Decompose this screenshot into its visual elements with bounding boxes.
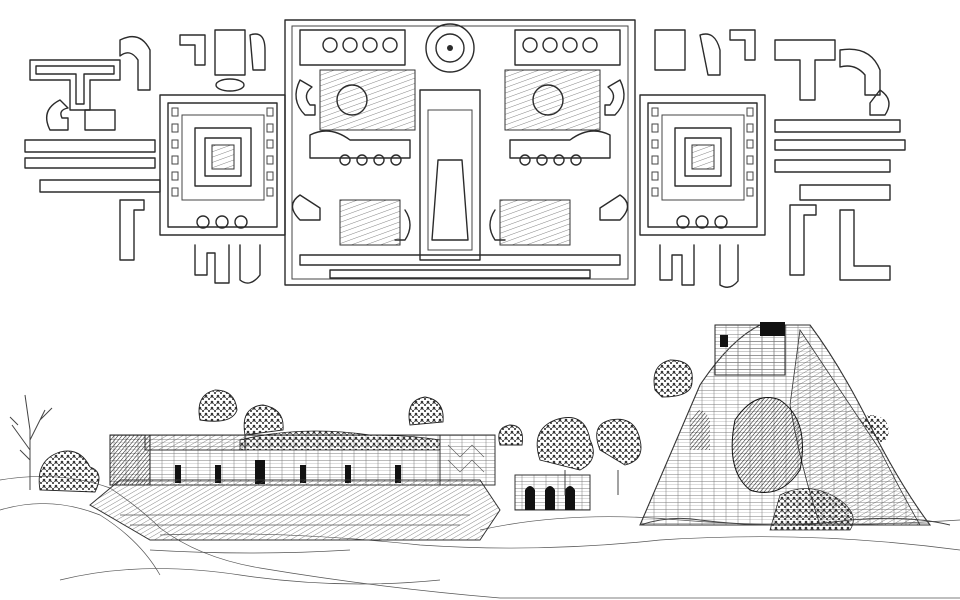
left-scroll-ornament <box>25 37 160 260</box>
palace-ruin <box>90 431 500 540</box>
right-square-medallion <box>640 30 765 287</box>
small-arch-ruin <box>515 475 590 510</box>
ruins-landscape-drawing <box>0 310 960 600</box>
left-square-medallion <box>160 30 285 283</box>
central-mask-panel <box>285 20 635 285</box>
right-scroll-ornament <box>775 40 905 280</box>
pyramid-temple <box>640 322 950 530</box>
